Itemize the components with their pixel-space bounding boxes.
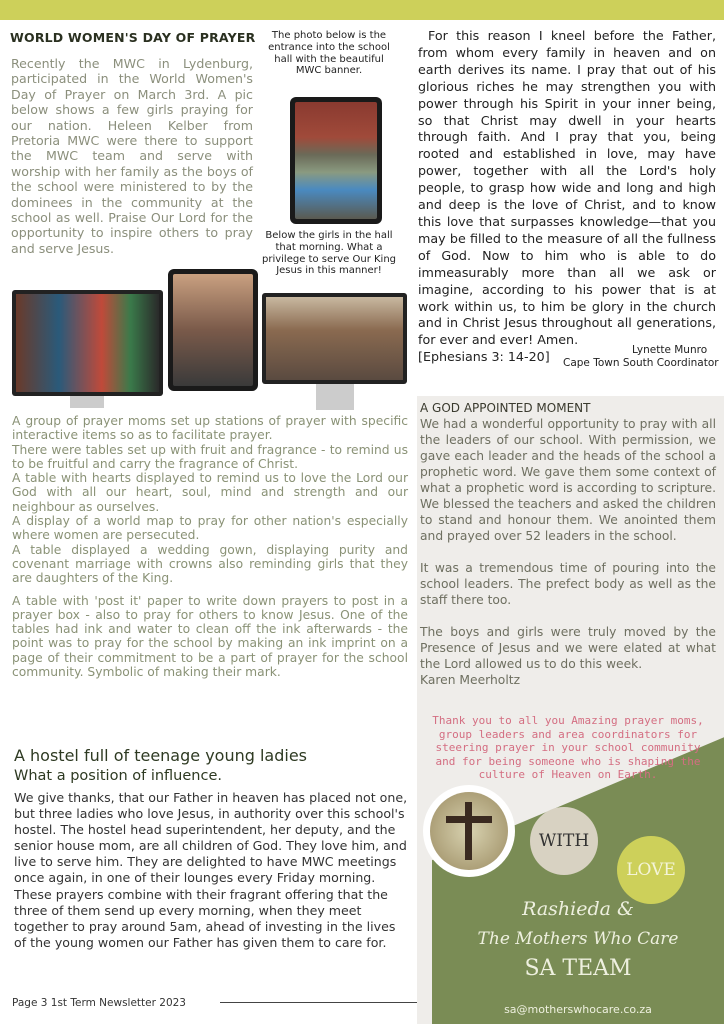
god-moment-title: A GOD APPOINTED MOMENT <box>420 401 591 415</box>
photo-worship <box>168 269 258 391</box>
caption-bottom: Below the girls in the hall that morning. What a privilege to serve Our King Jesus in this manner! <box>262 230 397 277</box>
closing-line-3: SA TEAM <box>524 956 632 981</box>
cross-photo <box>423 785 515 877</box>
scripture-reference: [Ephesians 3: 14-20] <box>418 349 550 365</box>
monitor-stand <box>70 396 104 408</box>
station-item: There were tables set up with fruit and fragrance - to remind us to be fruitful and carry the fragrance of Christ. <box>12 442 408 471</box>
station-item: A table with hearts displayed to remind us to love the Lord our God with all our heart, soul, mind and strength and our neighbour as ourselves. <box>12 471 408 514</box>
station-item: A table displayed a wedding gown, displaying purity and covenant marriage with crowns also reminding girls that they are daughters of the King. <box>12 542 408 586</box>
paragraph: We had a wonderful opportunity to pray with all the leaders of our school. With permission, we gave each leader and the heads of the school a prophetic word. We gave them some context of what a prophetic word is according to scripture. We blessed the teachers and asked the children to stand and honour them. We anointed them and prayed over 52 leaders in the school. <box>420 417 716 543</box>
god-moment-author: Karen Meerholtz <box>420 673 521 687</box>
cross-icon <box>430 792 508 870</box>
signature-role: Cape Town South Coordinator <box>563 357 719 369</box>
hostel-heading: A hostel full of teenage young ladies <box>14 746 308 765</box>
monitor-stand <box>316 384 354 410</box>
love-circle: LOVE <box>617 836 685 904</box>
photo-girls-praying <box>12 290 163 396</box>
god-moment-text <box>420 416 716 688</box>
article-title: WORLD WOMEN'S DAY OF PRAYER <box>10 30 256 45</box>
hostel-subheading: What a position of influence. <box>14 768 222 784</box>
photo-entrance <box>290 97 382 224</box>
top-banner <box>0 0 724 20</box>
page-footer: Page 3 1st Term Newsletter 2023 <box>12 997 186 1009</box>
intro-paragraph: Recently the MWC in Lydenburg, participated in the World Women's Day of Prayer on March 3rd. A pic below shows a few girls praying for our nation. Heleen Kelber from Pretoria MWC were there to support the MWC team and serve with worship with her family as the boys of the school were ministered to by the dominees in the community at the school as well. Praise Our Lord for the opportunity to inspire others to pray and serve Jesus. <box>11 56 253 256</box>
closing-line-2: The Mothers Who Care <box>477 929 679 949</box>
signature-name: Lynette Munro <box>632 344 708 356</box>
paragraph: It was a tremendous time of pouring into the school leaders. The prefect body as well as the staff there too. <box>420 561 716 607</box>
scripture-text: For this reason I kneel before the Father, from whom every family in heaven and on earth derives its name. I pray that out of his glorious riches he may strengthen you with power through his Spirit in your inner being, so that Christ may dwell in your hearts through faith. And I pray that you, being rooted and established in love, may have power, together with all the Lord's holy people, to grasp how wide and long and high and deep is the love of Christ, and to know this love that surpasses knowledge—that you may be filled to the measure of all the fullness of God. Now to him who is able to do immeasurably more than all we ask or imagine, according to his power that is at work within us, to him be glory in the church and in Christ Jesus throughout all generations, for ever and ever! Amen. <box>418 28 716 348</box>
hostel-text: We give thanks, that our Father in heaven has placed not one, but three ladies who love Jesus, in authority over this school's hostel. The hostel head superintendent, her deputy, and the senior house mom, are all children of God. They love him, and live to serve him. They are delighted to have MWC meetings once again, in one of their lounges every Friday morning. These prayers combine with their fragrant offering that the three of them send up every morning, when they meet together to pray around 5am, ahead of investing in the lives of the young women our Father has given them to care for. <box>14 790 408 950</box>
caption-top: The photo below is the entrance into the school hall with the beautiful MWC banner. <box>268 30 390 77</box>
prayer-stations <box>12 414 408 679</box>
station-item: A table with 'post it' paper to write down prayers to post in a prayer box - also to pray for others to know Jesus. One of the tables had ink and water to clean off the ink afterwards - the point was to pray for the school by making an ink imprint on a page of their commitment to be a part of prayer for the school community. Symbolic of making their mark. <box>12 593 408 680</box>
contact-email[interactable]: sa@motherswhocare.co.za <box>504 1003 652 1016</box>
footer-divider <box>220 1002 418 1003</box>
photo-hall <box>262 293 407 384</box>
station-item: A group of prayer moms set up stations of prayer with specific interactive items so as to facilitate prayer. <box>12 414 408 443</box>
thank-you-message: Thank you to all you Amazing prayer moms, group leaders and area coordinators for steering prayer in your school community and for being someone who is shaping the culture of Heaven on Earth. <box>432 714 704 782</box>
station-item: A display of a world map to pray for other nation's especially where women are persecuted. <box>12 514 408 543</box>
with-circle: WITH <box>530 807 598 875</box>
scripture-passage <box>418 28 716 366</box>
paragraph: The boys and girls were truly moved by the Presence of Jesus and we were elated at what the Lord allowed us to do this week. <box>420 625 716 671</box>
closing-line-1: Rashieda & <box>522 898 634 920</box>
